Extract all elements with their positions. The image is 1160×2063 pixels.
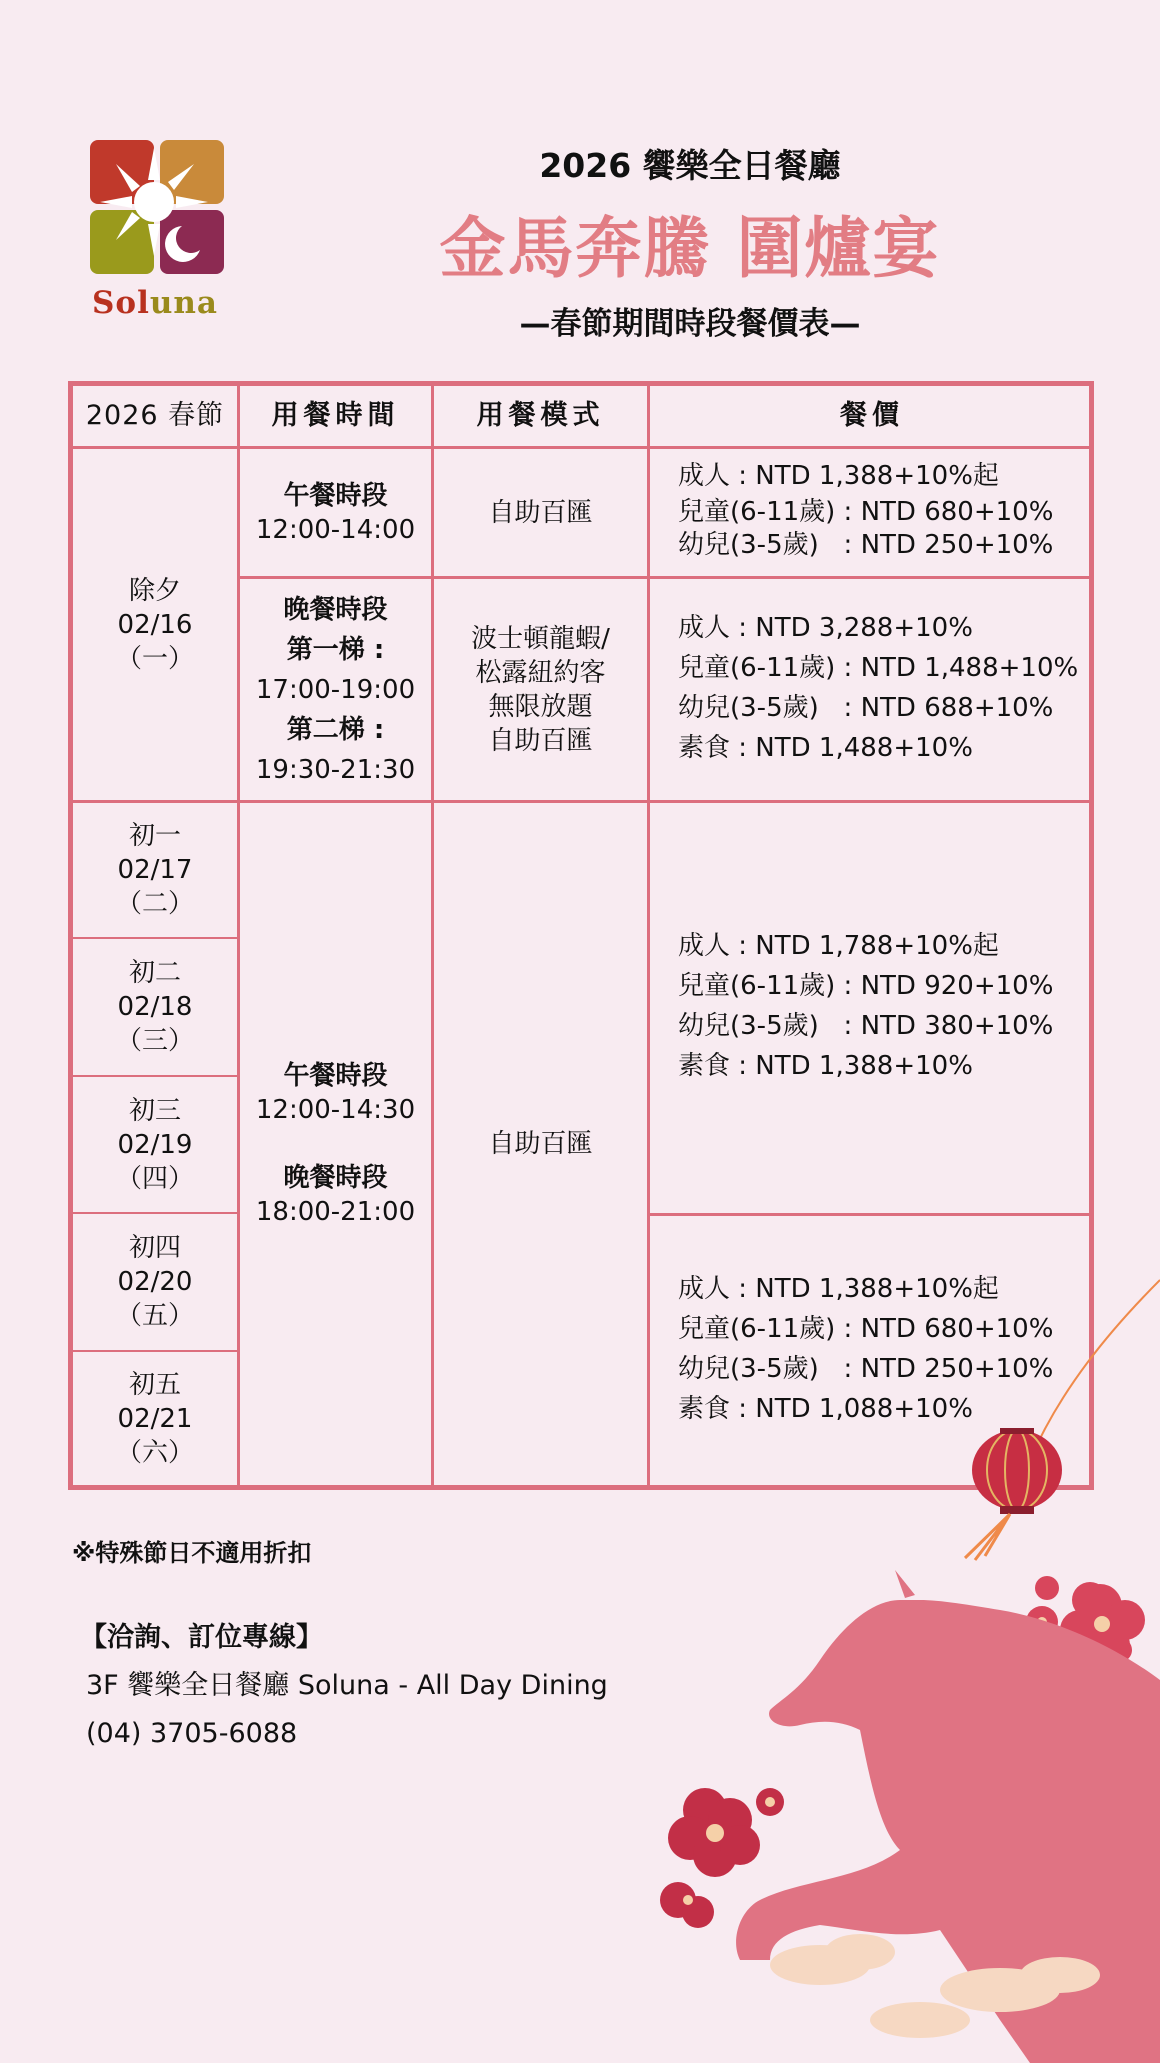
discount-note: ※特殊節日不適用折扣 <box>72 1539 312 1567</box>
mode-line: 無限放題 <box>488 691 593 722</box>
price-line: 兒童(6-11歲) : NTD 1,488+10% <box>678 653 1079 683</box>
contact-phone[interactable]: (04) 3705-6088 <box>86 1718 298 1749</box>
mode-line: 波士頓龍蝦/ <box>471 623 610 654</box>
price-line: 素食 : NTD 1,088+10% <box>678 1394 973 1424</box>
holiday-lunch-label: 午餐時段 <box>283 1061 388 1091</box>
logo-wordmark: Soluna <box>92 285 219 321</box>
day-name: 初二 <box>128 958 181 988</box>
day-date: 02/21 <box>117 1403 193 1434</box>
day-name: 初一 <box>128 821 181 851</box>
eve-name: 除夕 <box>128 575 181 606</box>
day-date: 02/18 <box>117 992 193 1022</box>
header-dining-mode: 用餐模式 <box>476 400 605 431</box>
eve-lunch-mode: 自助百匯 <box>488 497 593 528</box>
eve-dinner-label: 晚餐時段 <box>283 594 388 625</box>
price-line: 兒童(6-11歲) : NTD 920+10% <box>678 971 1054 1001</box>
holiday-mode: 自助百匯 <box>488 1129 593 1159</box>
day-weekday: （六） <box>115 1437 194 1468</box>
mode-line: 自助百匯 <box>488 725 593 756</box>
price-line: 兒童(6-11歲) : NTD 680+10% <box>678 1314 1054 1344</box>
day-weekday: （五） <box>115 1301 194 1331</box>
contact-venue: 3F 饗樂全日餐廳 Soluna - All Day Dining <box>86 1670 608 1701</box>
eve-date: 02/16 <box>117 609 193 640</box>
restaurant-year-heading: 2026 饗樂全日餐廳 <box>539 146 841 185</box>
header-dining-time: 用餐時間 <box>271 400 400 431</box>
lantern-icon <box>965 1428 1062 1560</box>
eve-lunch-label: 午餐時段 <box>283 480 388 511</box>
lantern-string <box>1030 1280 1160 1460</box>
day-name: 初三 <box>128 1095 181 1126</box>
eve-seating1-time: 17:00-19:00 <box>255 674 416 705</box>
day-date: 02/17 <box>117 855 193 885</box>
banquet-title: 金馬奔騰 圍爐宴 <box>439 209 941 287</box>
price-line: 幼兒(3-5歲) : NTD 250+10% <box>678 530 1054 560</box>
price-line: 成人 : NTD 1,788+10%起 <box>678 931 999 961</box>
mode-line: 松露紐約客 <box>475 657 606 688</box>
contact-heading: 【洽詢、訂位專線】 <box>80 1622 323 1653</box>
header-price: 餐價 <box>840 400 904 431</box>
price-line: 成人 : NTD 1,388+10%起 <box>678 461 999 491</box>
day-name: 初四 <box>128 1233 181 1263</box>
day-weekday: （三） <box>115 1026 194 1056</box>
price-line: 兒童(6-11歲) : NTD 680+10% <box>678 497 1054 527</box>
holiday-lunch-time: 12:00-14:30 <box>255 1095 416 1125</box>
price-line: 成人 : NTD 1,388+10%起 <box>678 1274 999 1304</box>
holiday-dinner-time: 18:00-21:00 <box>255 1197 416 1227</box>
eve-seating2-time: 19:30-21:30 <box>255 754 416 785</box>
price-line: 幼兒(3-5歲) : NTD 688+10% <box>678 693 1054 723</box>
day-weekday: （四） <box>115 1163 194 1194</box>
eve-seating2-label: 第二梯 : <box>286 714 385 745</box>
eve-seating1-label: 第一梯 : <box>286 634 385 665</box>
contact-block <box>80 1614 608 1758</box>
day-name: 初五 <box>128 1369 181 1400</box>
price-line: 素食 : NTD 1,488+10% <box>678 733 973 763</box>
price-line: 幼兒(3-5歲) : NTD 380+10% <box>678 1011 1054 1041</box>
day-date: 02/20 <box>117 1267 193 1297</box>
day-weekday: （二） <box>115 889 194 919</box>
day-date: 02/19 <box>117 1129 193 1160</box>
eve-weekday: （一） <box>115 643 194 674</box>
price-table-subtitle: —春節期間時段餐價表— <box>519 306 861 342</box>
price-line: 成人 : NTD 3,288+10% <box>678 613 973 643</box>
header-holiday: 2026 春節 <box>85 400 225 431</box>
price-line: 素食 : NTD 1,388+10% <box>678 1051 973 1081</box>
price-line: 幼兒(3-5歲) : NTD 250+10% <box>678 1354 1054 1384</box>
holiday-dinner-label: 晚餐時段 <box>283 1163 388 1193</box>
eve-lunch-time: 12:00-14:00 <box>255 514 416 545</box>
